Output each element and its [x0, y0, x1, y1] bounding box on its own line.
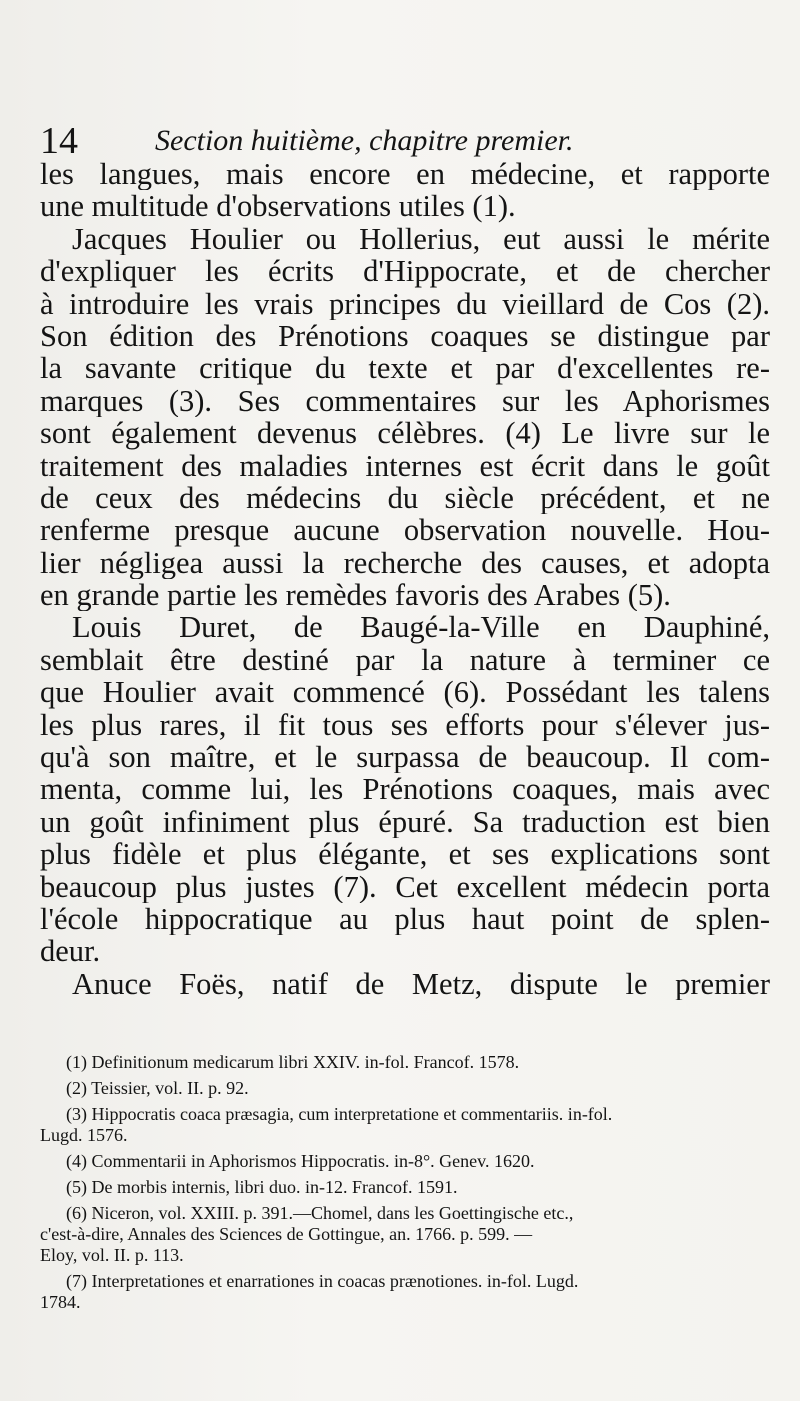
text-line: deur.	[40, 935, 101, 968]
text-line: à introduire les vrais principes du vieillard de Cos (2).	[40, 287, 770, 320]
footnote-line: (5) De morbis internis, libri duo. in-12. Francof. 1591.	[66, 1177, 458, 1197]
footnote-line: (4) Commentarii in Aphorismos Hippocratis. in-8°. Genev. 1620.	[66, 1151, 535, 1171]
footnote	[40, 1078, 770, 1099]
footnote-line: (3) Hippocratis coaca præsagia, cum interpretatione et commentariis. in-fol.	[66, 1104, 613, 1124]
footnote	[40, 1271, 770, 1313]
text-line: qu'à son maître, et le surpassa de beaucoup. Il com-	[40, 741, 770, 774]
page-number: 14	[40, 120, 78, 162]
text-line: traitement des maladies internes est écrit dans le goût	[40, 449, 770, 482]
footnote-line: c'est-à-dire, Annales des Sciences de Gottingue, an. 1766. p. 599. —	[40, 1224, 533, 1244]
footnote	[40, 1203, 770, 1266]
footnote	[40, 1052, 770, 1073]
footnote-line: (6) Niceron, vol. XXIII. p. 391.—Chomel, dans les Goettingische etc.,	[66, 1203, 574, 1223]
main-text	[40, 158, 770, 1000]
footnotes	[40, 1052, 770, 1318]
text-line: menta, comme lui, les Prénotions coaques, mais avec	[40, 773, 770, 806]
text-line: beaucoup plus justes (7). Cet excellent médecin porta	[40, 870, 770, 903]
footnote-line: (7) Interpretationes et enarrationes in coacas prænotiones. in-fol. Lugd.	[66, 1271, 579, 1291]
footnote-line: Eloy, vol. II. p. 113.	[40, 1245, 184, 1265]
footnote	[40, 1177, 770, 1198]
text-line: d'expliquer les écrits d'Hippocrate, et de chercher	[40, 255, 770, 288]
text-line: semblait être destiné par la nature à terminer ce	[40, 643, 770, 677]
text-line: marques (3). Ses commentaires sur les Aphorismes	[40, 384, 770, 418]
footnote	[40, 1104, 770, 1146]
text-line: renferme presque aucune observation nouvelle. Hou-	[40, 514, 770, 547]
text-line: sont également devenus célèbres. (4) Le livre sur le	[40, 417, 770, 450]
text-line: de ceux des médecins du siècle précédent, et ne	[40, 481, 770, 515]
text-line: une multitude d'observations utiles (1).	[40, 190, 516, 223]
text-line: plus fidèle et plus élégante, et ses explications sont	[40, 838, 770, 871]
text-line: les plus rares, il fit tous ses efforts pour s'élever jus-	[40, 708, 770, 742]
footnote-line: Lugd. 1576.	[40, 1125, 128, 1145]
footnote-line: (2) Teissier, vol. II. p. 92.	[66, 1078, 249, 1098]
footnote	[40, 1151, 770, 1172]
text-line: Jacques Houlier ou Hollerius, eut aussi le mérite	[72, 222, 770, 256]
text-line: que Houlier avait commencé (6). Possédant les talens	[40, 676, 770, 709]
running-head: Section huitième, chapitre premier.	[155, 124, 574, 157]
footnote-line: 1784.	[40, 1292, 81, 1312]
text-line: Son édition des Prénotions coaques se distingue par	[40, 319, 770, 353]
text-line: l'école hippocratique au plus haut point de splen-	[40, 902, 770, 936]
text-line: Anuce Foës, natif de Metz, dispute le premier	[72, 967, 770, 1001]
text-line: les langues, mais encore en médecine, et rapporte	[40, 158, 770, 191]
text-line: Louis Duret, de Baugé-la-Ville en Dauphiné,	[72, 611, 770, 644]
footnote-line: (1) Definitionum medicarum libri XXIV. in-fol. Francof. 1578.	[66, 1052, 520, 1072]
text-line: en grande partie les remèdes favoris des Arabes (5).	[40, 579, 671, 612]
text-line: un goût infiniment plus épuré. Sa traduction est bien	[40, 805, 770, 839]
text-line: lier négligea aussi la recherche des causes, et adopta	[40, 546, 770, 580]
text-line: la savante critique du texte et par d'excellentes re-	[40, 352, 770, 385]
